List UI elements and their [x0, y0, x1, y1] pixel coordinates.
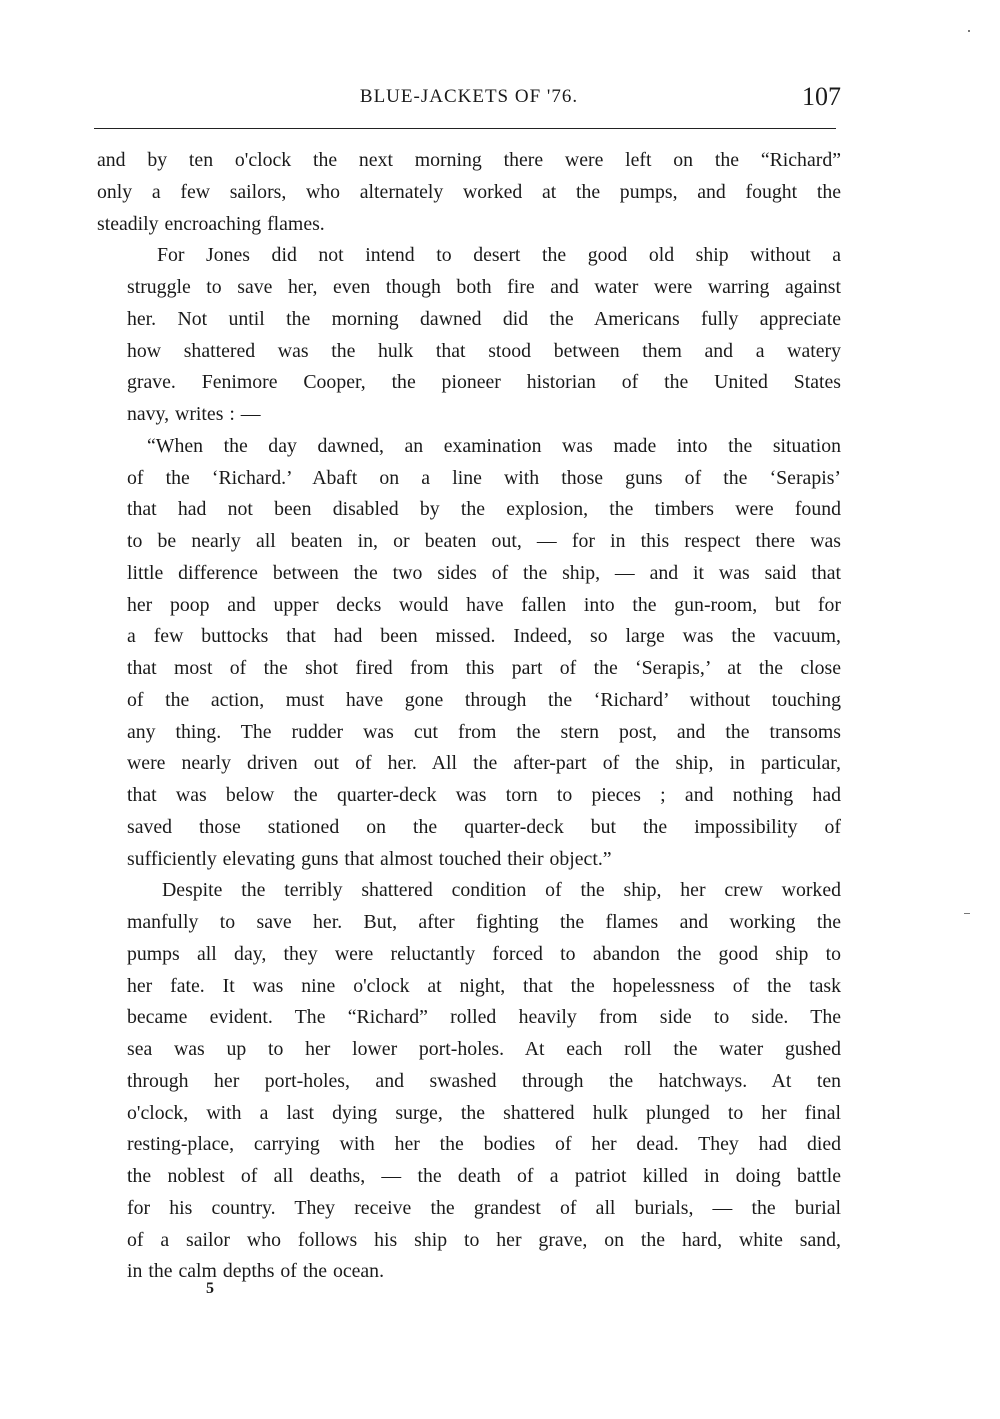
text-line: any thing. The rudder was cut from the stern post, and the transoms: [127, 720, 841, 743]
text-line: navy, writes : —: [127, 403, 261, 425]
text-line: sea was up to her lower port-holes. At each roll the water gushed: [127, 1038, 841, 1060]
paragraph-4: [97, 875, 841, 1288]
text-line: a few buttocks that had been missed. Indeed, so large was the vacuum,: [127, 625, 841, 648]
text-line: and by ten o'clock the next morning there were left on the “Richard”: [97, 149, 841, 171]
paragraph-1: [97, 145, 841, 240]
text-line: how shattered was the hulk that stood between them and a watery: [127, 339, 841, 362]
text-line: that most of the shot fired from this part of the ‘Serapis,’ at the close: [127, 657, 841, 679]
text-line: in the calm depths of the ocean.: [127, 1260, 385, 1283]
text-line: to be nearly all beaten in, or beaten out, — for in this respect there was: [127, 530, 841, 552]
text-line: of the action, must have gone through the ‘Richard’ without touching: [127, 688, 841, 711]
paragraph-3: [97, 431, 841, 876]
page-number: 107: [802, 82, 841, 111]
margin-speck: [968, 30, 970, 32]
text-line: For Jones did not intend to desert the good old ship without a: [157, 244, 841, 267]
running-title: BLUE-JACKETS OF '76.: [359, 86, 579, 107]
paragraph-2: [97, 240, 841, 431]
header-rule: [94, 128, 836, 129]
text-line: the noblest of all deaths, — the death of a patriot killed in doing battle: [127, 1165, 841, 1187]
margin-speck: [964, 913, 970, 914]
text-line: were nearly driven out of her. All the after-part of the ship, in particular,: [127, 752, 841, 775]
text-line: struggle to save her, even though both fire and water were warring against: [127, 276, 841, 298]
body-text: [97, 145, 841, 1288]
text-line: o'clock, with a last dying surge, the shattered hulk plunged to her final: [127, 1101, 841, 1124]
text-line: her poop and upper decks would have fallen into the gun-room, but for: [127, 593, 841, 616]
text-line: steadily encroaching flames.: [97, 212, 325, 235]
text-line: resting-place, carrying with her the bodies of her dead. They had died: [127, 1133, 841, 1156]
text-line: her fate. It was nine o'clock at night, that the hopelessness of the task: [127, 974, 841, 997]
signature-mark: 5: [206, 1280, 214, 1297]
text-line: pumps all day, they were reluctantly forced to abandon the good ship to: [127, 942, 841, 965]
running-head: [97, 84, 841, 114]
text-line: that had not been disabled by the explosion, the timbers were found: [127, 498, 841, 521]
text-line: saved those stationed on the quarter-deck but the impossibility of: [127, 815, 841, 838]
text-line: Despite the terribly shattered condition of the ship, her crew worked: [162, 879, 841, 902]
text-line: of a sailor who follows his ship to her grave, on the hard, white sand,: [127, 1228, 841, 1251]
text-line: through her port-holes, and swashed through the hatchways. At ten: [127, 1069, 841, 1092]
text-line: that was below the quarter-deck was torn to pieces ; and nothing had: [127, 784, 841, 806]
text-line: grave. Fenimore Cooper, the pioneer historian of the United States: [127, 371, 841, 394]
text-line: for his country. They receive the grandest of all burials, — the burial: [127, 1196, 841, 1219]
text-line: her. Not until the morning dawned did the Americans fully appreciate: [127, 307, 841, 330]
text-line: of the ‘Richard.’ Abaft on a line with those guns of the ‘Serapis’: [127, 466, 841, 489]
text-line: “When the day dawned, an examination was made into the situation: [147, 434, 841, 457]
text-line: only a few sailors, who alternately worked at the pumps, and fought the: [97, 180, 841, 203]
text-line: sufficiently elevating guns that almost touched their object.”: [127, 847, 612, 870]
text-line: manfully to save her. But, after fighting the flames and working the: [127, 911, 841, 933]
text-line: little difference between the two sides of the ship, — and it was said that: [127, 561, 841, 584]
text-line: became evident. The “Richard” rolled heavily from side to side. The: [127, 1006, 841, 1029]
